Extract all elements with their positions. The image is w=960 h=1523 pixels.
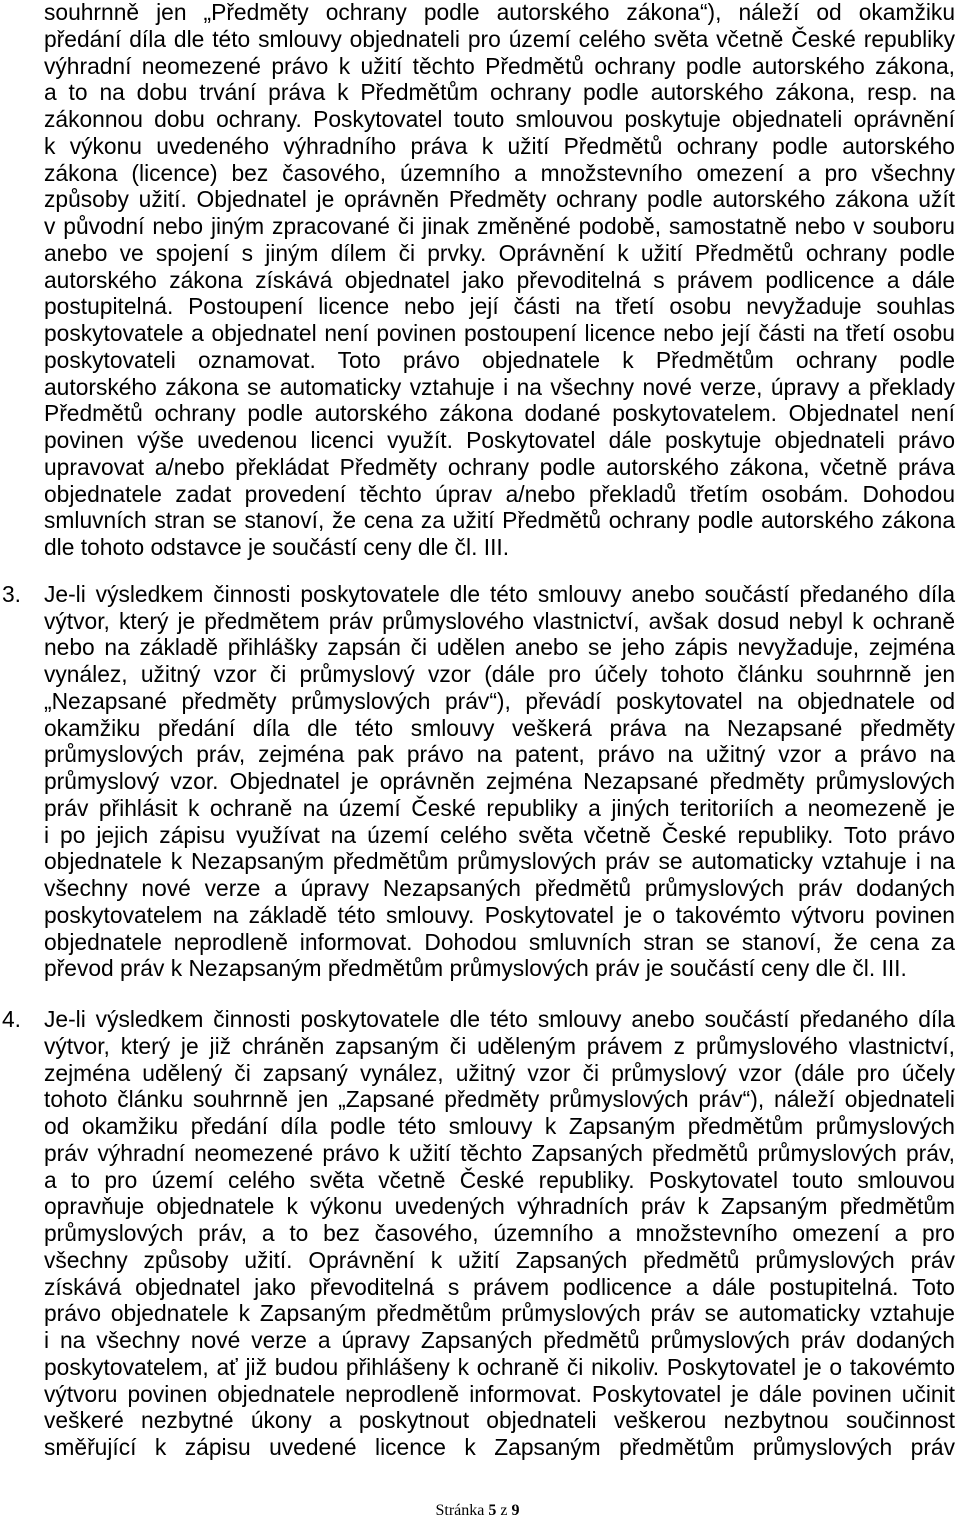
text-line: a to na dobu trvání práva k Předmětům ochrany podle autorského zákona, resp. na	[44, 79, 955, 106]
footer-current-page: 5	[488, 1502, 497, 1519]
text-line: průmyslových práv, zejména pak právo na patent, právo na užitný vzor a právo na	[44, 741, 955, 768]
text-line: způsoby užití. Objednatel je oprávněn Předměty ochrany podle autorského zákona užít	[44, 186, 955, 213]
text-line: všechny nové verze a úpravy Nezapsaných předmětů průmyslových práv dodaných	[44, 875, 955, 901]
text-line: i na všechny nové verze a úpravy Zapsaných předmětů průmyslových práv dodaných	[44, 1327, 955, 1353]
text-line: veškeré nezbytné úkony a poskytnout objednateli veškerou nezbytnou součinnost	[44, 1407, 955, 1434]
text-line: poskytovatelem na základě této smlouvy. Poskytovatel je o takovémto výtvoru povinen	[44, 901, 955, 928]
text-line: všechny způsoby užití. Oprávnění k užití Zapsaných předmětů průmyslových práv	[44, 1246, 955, 1273]
clause-4	[2, 1006, 955, 1461]
text-line: v původní nebo jiným zpracované či jinak změněné podobě, samostatně nebo v souboru	[44, 213, 955, 239]
text-line: průmyslových práv, a to bez časového, územního a množstevního omezení a pro	[44, 1220, 955, 1246]
text-line: objednatele k Nezapsaným předmětům průmyslových práv se automaticky vztahuje i na	[44, 848, 955, 875]
text-line: od okamžiku předání díla podle této smlouvy k Zapsaným předmětům průmyslových	[44, 1113, 955, 1139]
text-line: právo objednatele k Zapsaným předmětům průmyslových práv se automaticky vztahuje	[44, 1300, 955, 1327]
text-line: zákona (licence) bez časového, územního a množstevního omezení a pro všechny	[44, 159, 955, 186]
text-line: objednatele neprodleně informovat. Dohodou smluvních stran se stanoví, že cena za	[44, 928, 955, 955]
text-line: výtvor, který je předmětem práv průmyslového vlastnictví, avšak dosud nebyl k ochraně	[44, 607, 955, 634]
footer-total-pages: 9	[511, 1502, 520, 1519]
text-line: tohoto článku souhrnně jen „Zapsané předměty průmyslových práv“), náleží objednateli	[44, 1086, 955, 1113]
text-line: dle tohoto odstavce je součástí ceny dle čl. III.	[44, 534, 510, 560]
page-footer	[0, 1502, 955, 1520]
text-line: objednatele zadat provedení těchto úprav a/nebo překladů třetím osobám. Dohodou	[44, 480, 955, 507]
text-line: upravovat a/nebo překládat Předměty ochrany podle autorského zákona, včetně práva	[44, 453, 955, 480]
text-line: okamžiku předání díla dle této smlouvy veškerá práva na Nezapsané předměty	[44, 714, 955, 741]
text-line: výtvor, který je již chráněn zapsaným či uděleným právem z průmyslového vlastnictví,	[44, 1032, 955, 1059]
text-line: a to pro území celého světa včetně České republiky. Poskytovatel touto smlouvou	[44, 1166, 955, 1193]
text-line: předání díla dle této smlouvy objednateli pro území celého světa včetně České republiky	[44, 25, 955, 52]
text-line: anebo ve spojení s jiným dílem či prvky. Oprávnění k užití Předmětů ochrany podle	[44, 239, 955, 266]
text-line: vynález, užitný vzor či průmyslový vzor (dále pro účely tohoto článku souhrnně jen	[44, 661, 955, 687]
text-line: opravňuje objednatele k výkonu uvedených výhradních práv k Zapsaným předmětům	[44, 1193, 955, 1220]
text-line: „Nezapsané předměty průmyslových práv“), převádí poskytovatel na objednatele od	[44, 687, 955, 714]
text-line: Je-li výsledkem činnosti poskytovatele dle této smlouvy anebo součástí předaného díla	[44, 1006, 955, 1032]
text-line: poskytovatele a objednatel není povinen postoupení licence nebo její části na třetí osobu	[44, 320, 955, 346]
text-line: autorského zákona se automaticky vztahuje i na všechny nové verze, úpravy a překlady	[44, 373, 955, 400]
text-line: Předmětů ochrany podle autorského zákona dodané poskytovatelem. Objednatel není	[44, 400, 955, 427]
text-line: nebo na základě přihlášky zapsán či udělen anebo se jeho zápis nevyžaduje, zejména	[44, 634, 955, 661]
text-line: zejména udělený či zapsaný vynález, užitný vzor či průmyslový vzor (dále pro účely	[44, 1059, 955, 1086]
text-line: práv výhradní neomezené právo k užití těchto Zapsaných předmětů průmyslových práv,	[44, 1139, 955, 1166]
footer-page-label: Stránka	[435, 1502, 485, 1519]
text-line: výtvoru povinen objednatele neprodleně informovat. Poskytovatel je dále povinen učinit	[44, 1380, 955, 1407]
clause-3	[2, 580, 955, 982]
text-line: práv přihlásit k ochraně na území České republiky a jiných teritoriích a neomezeně je	[44, 794, 955, 821]
document-body	[2, 0, 955, 1461]
text-line: zákonnou dobu ochrany. Poskytovatel touto smlouvou poskytuje objednateli oprávnění	[44, 106, 955, 132]
clause-number: 3.	[2, 580, 22, 607]
text-line: k výkonu uvedeného výhradního práva k užití Předmětů ochrany podle autorského	[44, 132, 955, 159]
text-line: autorského zákona získává objednatel jako převoditelná s právem podlicence a dále	[44, 266, 955, 293]
text-line: povinen výše uvedenou licenci využít. Poskytovatel dále poskytuje objednateli právo	[44, 427, 955, 453]
text-line: získává objednatel jako převoditelná s právem podlicence a dále postupitelná. Toto	[44, 1273, 955, 1300]
text-line: výhradní neomezené právo k užití těchto Předmětů ochrany podle autorského zákona,	[44, 52, 955, 79]
text-line: průmyslový vzor. Objednatel je oprávněn zejména Nezapsané předměty průmyslových	[44, 768, 955, 794]
text-line: směřující k zápisu uvedené licence k Zapsaným předmětům průmyslových práv	[44, 1434, 955, 1460]
text-line: souhrnně jen „Předměty ochrany podle autorského zákona“), náleží od okamžiku	[44, 0, 955, 25]
text-line: poskytovateli oznamovat. Toto právo objednatele k Předmětům ochrany podle	[44, 346, 955, 373]
text-line: Je-li výsledkem činnosti poskytovatele dle této smlouvy anebo součástí předaného díla	[44, 580, 955, 607]
text-line: smluvních stran se stanoví, že cena za užití Předmětů ochrany podle autorského zákona	[44, 507, 955, 534]
text-line: převod práv k Nezapsaným předmětům průmyslových práv je součástí ceny dle čl. III.	[44, 955, 907, 982]
text-line: i po jejich zápisu využívat na území celého světa včetně České republiky. Toto právo	[44, 821, 955, 848]
text-line: poskytovatelem, ať již budou přihlášeny k ochraně či nikoliv. Poskytovatel je o takovémto	[44, 1353, 955, 1380]
paragraph-continuation	[44, 0, 955, 561]
footer-of-label: z	[500, 1502, 508, 1519]
text-line: postupitelná. Postoupení licence nebo její části na třetí osobu nevyžaduje souhlas	[44, 293, 955, 320]
clause-number: 4.	[2, 1006, 22, 1032]
